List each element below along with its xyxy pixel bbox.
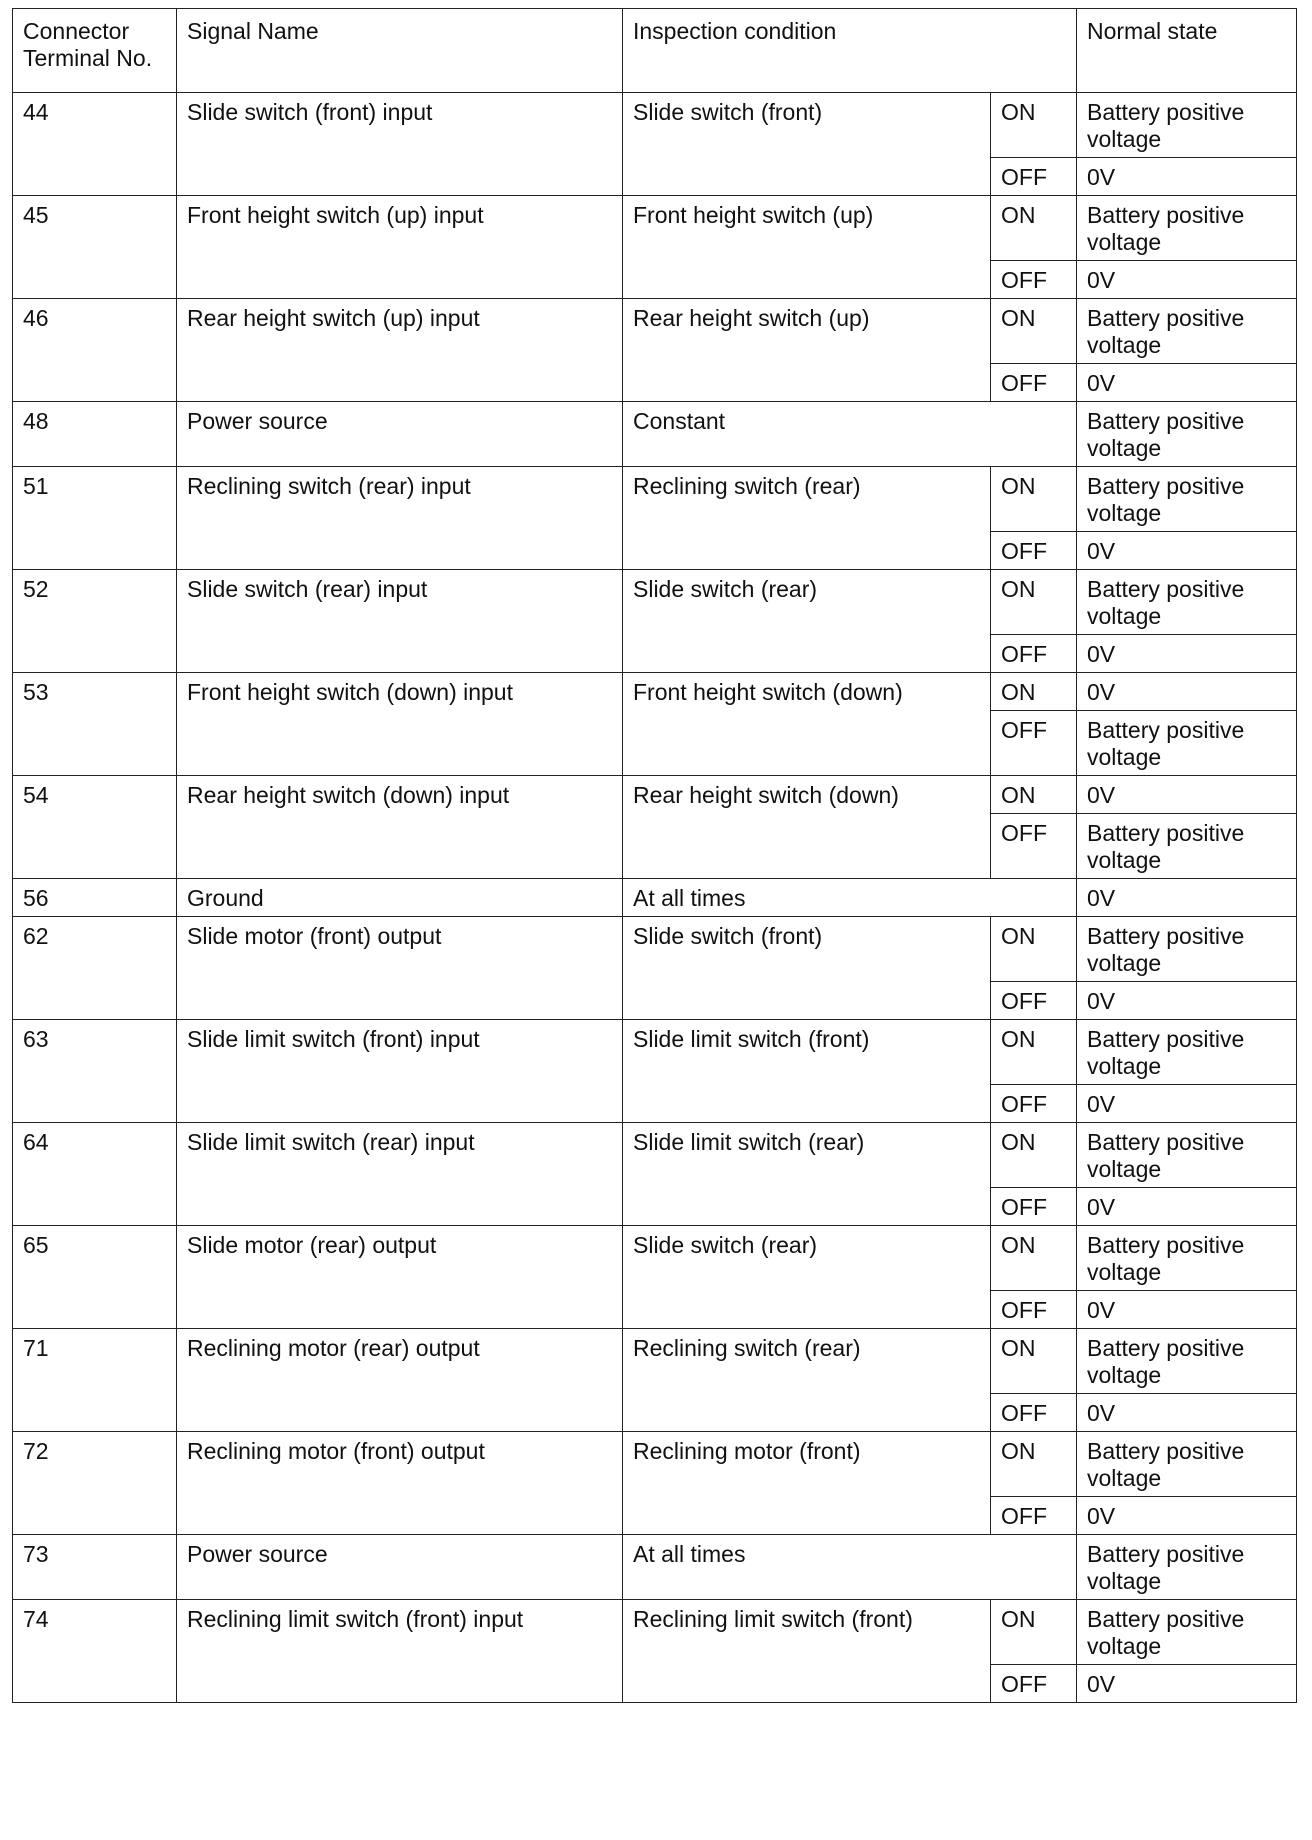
inspection-condition-cell: Front height switch (down) xyxy=(623,673,991,776)
terminal-number-cell: 52 xyxy=(13,570,177,673)
switch-state-cell: OFF xyxy=(991,1291,1077,1329)
inspection-condition-cell: Rear height switch (down) xyxy=(623,776,991,879)
terminal-number-cell: 45 xyxy=(13,196,177,299)
normal-state-cell: Battery positive voltage xyxy=(1077,711,1297,776)
switch-state-cell: ON xyxy=(991,1123,1077,1188)
table-row xyxy=(13,299,1297,364)
switch-state-cell: ON xyxy=(991,1226,1077,1291)
signal-name-cell: Front height switch (down) input xyxy=(177,673,623,776)
normal-state-cell: Battery positive voltage xyxy=(1077,1432,1297,1497)
inspection-condition-cell: Slide switch (rear) xyxy=(623,570,991,673)
signal-name-cell: Power source xyxy=(177,1535,623,1600)
normal-state-cell: Battery positive voltage xyxy=(1077,1535,1297,1600)
inspection-condition-cell: Reclining limit switch (front) xyxy=(623,1600,991,1703)
normal-state-cell: 0V xyxy=(1077,982,1297,1020)
normal-state-cell: 0V xyxy=(1077,673,1297,711)
table-row xyxy=(13,1600,1297,1665)
inspection-condition-cell: At all times xyxy=(623,1535,1077,1600)
normal-state-cell: Battery positive voltage xyxy=(1077,1226,1297,1291)
header-signal-name: Signal Name xyxy=(177,9,623,93)
inspection-condition-cell: Slide limit switch (rear) xyxy=(623,1123,991,1226)
inspection-condition-cell: Slide switch (rear) xyxy=(623,1226,991,1329)
normal-state-cell: Battery positive voltage xyxy=(1077,299,1297,364)
terminal-number-cell: 51 xyxy=(13,467,177,570)
terminal-number-cell: 62 xyxy=(13,917,177,1020)
switch-state-cell: OFF xyxy=(991,532,1077,570)
normal-state-cell: 0V xyxy=(1077,1665,1297,1703)
inspection-condition-cell: Slide switch (front) xyxy=(623,93,991,196)
signal-name-cell: Ground xyxy=(177,879,623,917)
switch-state-cell: ON xyxy=(991,917,1077,982)
switch-state-cell: OFF xyxy=(991,982,1077,1020)
table-row xyxy=(13,93,1297,158)
normal-state-cell: Battery positive voltage xyxy=(1077,1020,1297,1085)
switch-state-cell: OFF xyxy=(991,158,1077,196)
normal-state-cell: Battery positive voltage xyxy=(1077,1329,1297,1394)
switch-state-cell: ON xyxy=(991,1600,1077,1665)
signal-name-cell: Slide limit switch (front) input xyxy=(177,1020,623,1123)
switch-state-cell: ON xyxy=(991,196,1077,261)
table-row xyxy=(13,1329,1297,1394)
switch-state-cell: ON xyxy=(991,1432,1077,1497)
table-row xyxy=(13,1123,1297,1188)
table-row xyxy=(13,467,1297,532)
switch-state-cell: ON xyxy=(991,1020,1077,1085)
table-body xyxy=(13,93,1297,1703)
terminal-number-cell: 53 xyxy=(13,673,177,776)
normal-state-cell: Battery positive voltage xyxy=(1077,402,1297,467)
switch-state-cell: ON xyxy=(991,673,1077,711)
signal-name-cell: Front height switch (up) input xyxy=(177,196,623,299)
normal-state-cell: 0V xyxy=(1077,776,1297,814)
table-row xyxy=(13,402,1297,467)
table-row xyxy=(13,1432,1297,1497)
inspection-condition-cell: Reclining switch (rear) xyxy=(623,1329,991,1432)
terminal-number-cell: 64 xyxy=(13,1123,177,1226)
normal-state-cell: 0V xyxy=(1077,364,1297,402)
table-row xyxy=(13,1020,1297,1085)
terminal-number-cell: 46 xyxy=(13,299,177,402)
normal-state-cell: 0V xyxy=(1077,1291,1297,1329)
table-row xyxy=(13,673,1297,711)
switch-state-cell: ON xyxy=(991,1329,1077,1394)
normal-state-cell: 0V xyxy=(1077,879,1297,917)
normal-state-cell: Battery positive voltage xyxy=(1077,467,1297,532)
table-row xyxy=(13,196,1297,261)
signal-name-cell: Slide switch (rear) input xyxy=(177,570,623,673)
switch-state-cell: OFF xyxy=(991,635,1077,673)
connector-inspection-table xyxy=(12,8,1297,1703)
terminal-number-cell: 72 xyxy=(13,1432,177,1535)
normal-state-cell: Battery positive voltage xyxy=(1077,1123,1297,1188)
terminal-number-cell: 73 xyxy=(13,1535,177,1600)
table-row xyxy=(13,1226,1297,1291)
signal-name-cell: Rear height switch (down) input xyxy=(177,776,623,879)
terminal-number-cell: 48 xyxy=(13,402,177,467)
normal-state-cell: Battery positive voltage xyxy=(1077,814,1297,879)
header-terminal: Connector Terminal No. xyxy=(13,9,177,93)
terminal-number-cell: 54 xyxy=(13,776,177,879)
terminal-number-cell: 71 xyxy=(13,1329,177,1432)
normal-state-cell: 0V xyxy=(1077,1394,1297,1432)
terminal-number-cell: 63 xyxy=(13,1020,177,1123)
switch-state-cell: ON xyxy=(991,299,1077,364)
terminal-number-cell: 74 xyxy=(13,1600,177,1703)
normal-state-cell: 0V xyxy=(1077,1497,1297,1535)
table-row xyxy=(13,1535,1297,1600)
table-row xyxy=(13,917,1297,982)
signal-name-cell: Slide limit switch (rear) input xyxy=(177,1123,623,1226)
inspection-condition-cell: Front height switch (up) xyxy=(623,196,991,299)
switch-state-cell: OFF xyxy=(991,1085,1077,1123)
header-normal-state: Normal state xyxy=(1077,9,1297,93)
table-row xyxy=(13,879,1297,917)
switch-state-cell: OFF xyxy=(991,711,1077,776)
signal-name-cell: Slide switch (front) input xyxy=(177,93,623,196)
switch-state-cell: OFF xyxy=(991,261,1077,299)
switch-state-cell: ON xyxy=(991,776,1077,814)
signal-name-cell: Reclining motor (rear) output xyxy=(177,1329,623,1432)
switch-state-cell: OFF xyxy=(991,1394,1077,1432)
table-header-row xyxy=(13,9,1297,93)
signal-name-cell: Reclining switch (rear) input xyxy=(177,467,623,570)
switch-state-cell: OFF xyxy=(991,814,1077,879)
inspection-condition-cell: Slide limit switch (front) xyxy=(623,1020,991,1123)
switch-state-cell: ON xyxy=(991,467,1077,532)
switch-state-cell: OFF xyxy=(991,1497,1077,1535)
inspection-condition-cell: Reclining switch (rear) xyxy=(623,467,991,570)
signal-name-cell: Slide motor (rear) output xyxy=(177,1226,623,1329)
signal-name-cell: Slide motor (front) output xyxy=(177,917,623,1020)
normal-state-cell: 0V xyxy=(1077,635,1297,673)
signal-name-cell: Reclining motor (front) output xyxy=(177,1432,623,1535)
signal-name-cell: Power source xyxy=(177,402,623,467)
inspection-condition-cell: At all times xyxy=(623,879,1077,917)
normal-state-cell: 0V xyxy=(1077,261,1297,299)
terminal-number-cell: 44 xyxy=(13,93,177,196)
normal-state-cell: 0V xyxy=(1077,532,1297,570)
switch-state-cell: ON xyxy=(991,570,1077,635)
inspection-condition-cell: Rear height switch (up) xyxy=(623,299,991,402)
switch-state-cell: OFF xyxy=(991,364,1077,402)
terminal-number-cell: 65 xyxy=(13,1226,177,1329)
inspection-condition-cell: Slide switch (front) xyxy=(623,917,991,1020)
table-row xyxy=(13,776,1297,814)
normal-state-cell: Battery positive voltage xyxy=(1077,917,1297,982)
switch-state-cell: OFF xyxy=(991,1188,1077,1226)
table-row xyxy=(13,570,1297,635)
signal-name-cell: Rear height switch (up) input xyxy=(177,299,623,402)
signal-name-cell: Reclining limit switch (front) input xyxy=(177,1600,623,1703)
normal-state-cell: 0V xyxy=(1077,1188,1297,1226)
normal-state-cell: Battery positive voltage xyxy=(1077,196,1297,261)
inspection-condition-cell: Reclining motor (front) xyxy=(623,1432,991,1535)
inspection-condition-cell: Constant xyxy=(623,402,1077,467)
normal-state-cell: Battery positive voltage xyxy=(1077,93,1297,158)
terminal-number-cell: 56 xyxy=(13,879,177,917)
switch-state-cell: OFF xyxy=(991,1665,1077,1703)
header-inspection-condition: Inspection condition xyxy=(623,9,1077,93)
normal-state-cell: 0V xyxy=(1077,158,1297,196)
normal-state-cell: Battery positive voltage xyxy=(1077,1600,1297,1665)
normal-state-cell: 0V xyxy=(1077,1085,1297,1123)
switch-state-cell: ON xyxy=(991,93,1077,158)
normal-state-cell: Battery positive voltage xyxy=(1077,570,1297,635)
